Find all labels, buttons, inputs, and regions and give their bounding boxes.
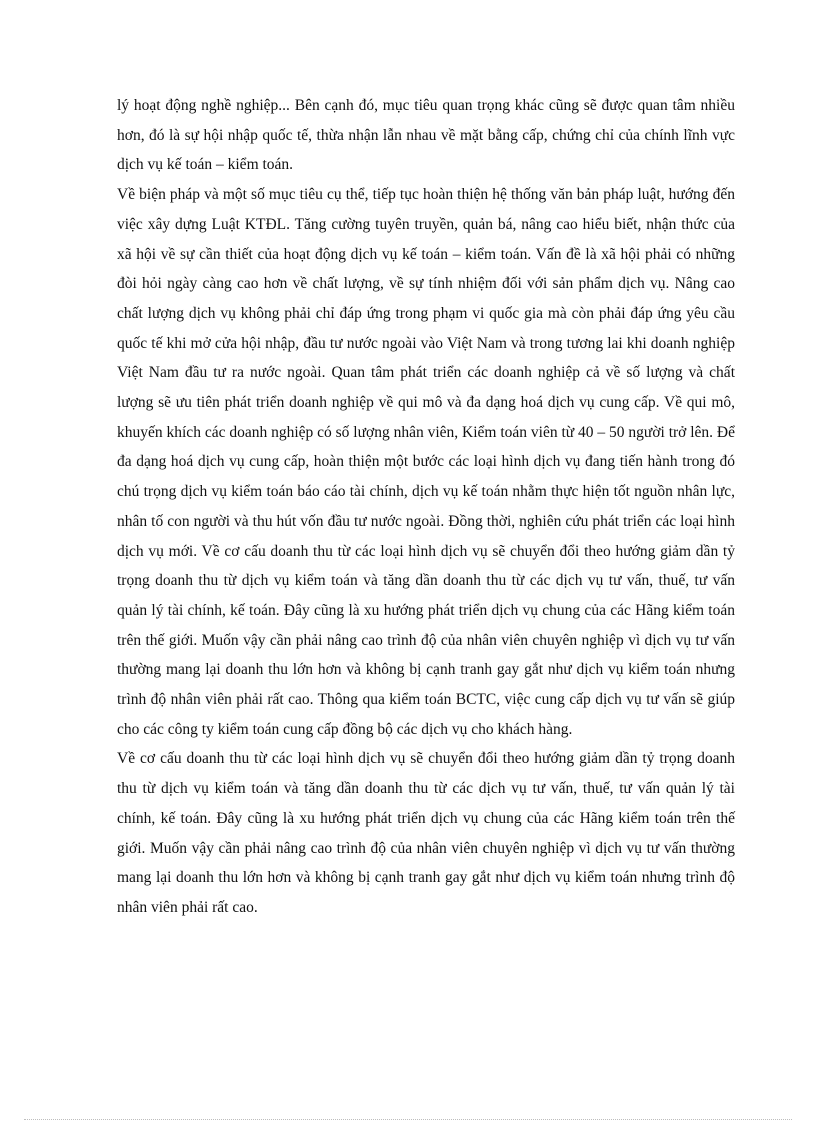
page-bottom-divider xyxy=(24,1119,792,1120)
paragraph-2: Về biện pháp và một số mục tiêu cụ thể, tiếp tục hoàn thiện hệ thống văn bản pháp luật, hướng đến việc xây dựng Luật KTĐL. Tăng cường tuyên truyền, quản bá, nâng cao hiểu biết, nhận thức của xã hội về sự cần thiết của hoạt động dịch vụ kế toán – kiểm toán. Vấn đề là xã hội phải có những đòi hỏi ngày càng cao hơn về chất lượng, về sự tính nhiệm đối với sản phẩm dịch vụ. Nâng cao chất lượng dịch vụ không phải chỉ đáp ứng trong phạm vi quốc gia mà còn phải đáp ứng yêu cầu quốc tế khi mở cửa hội nhập, đầu tư nước ngoài vào Việt Nam và trong tương lai khi doanh nghiệp Việt Nam đầu tư ra nước ngoài. Quan tâm phát triển các doanh nghiệp cả về số lượng và chất lượng sẽ ưu tiên phát triển doanh nghiệp về qui mô và đa dạng hoá dịch vụ cung cấp. Về qui mô, khuyến khích các doanh nghiệp có số lượng nhân viên, Kiểm toán viên từ 40 – 50 người trở lên. Để đa dạng hoá dịch vụ cung cấp, hoàn thiện một bước các loại hình dịch vụ đang tiến hành trong đó chú trọng dịch vụ kiểm toán báo cáo tài chính, dịch vụ kế toán nhằm thực hiện tốt nguồn nhân lực, nhân tố con người và thu hút vốn đầu tư nước ngoài. Đồng thời, nghiên cứu phát triển các loại hình dịch vụ mới. Về cơ cấu doanh thu từ các loại hình dịch vụ sẽ chuyển đổi theo hướng giảm dần tỷ trọng doanh thu từ dịch vụ kiểm toán và tăng dần doanh thu từ các dịch vụ tư vấn, thuế, tư vấn quản lý tài chính, kế toán. Đây cũng là xu hướng phát triển dịch vụ chung của các Hãng kiểm toán trên thế giới. Muốn vậy cần phải nâng cao trình độ của nhân viên chuyên nghiệp vì dịch vụ tư vấn thường mang lại doanh thu lớn hơn và không bị cạnh tranh gay gắt như dịch vụ kiểm toán nhưng trình độ nhân viên phải rất cao. Thông qua kiểm toán BCTC, việc cung cấp dịch vụ tư vấn sẽ giúp cho các công ty kiểm toán cung cấp đồng bộ các dịch vụ cho khách hàng. xyxy=(117,186,735,738)
paragraph-1: lý hoạt động nghề nghiệp... Bên cạnh đó, mục tiêu quan trọng khác cũng sẽ được quan tâm nhiều hơn, đó là sự hội nhập quốc tế, thừa nhận lẫn nhau về mặt bằng cấp, chứng chỉ của chính lĩnh vực dịch vụ kế toán – kiểm toán. xyxy=(117,97,735,174)
body-text xyxy=(117,91,735,923)
paragraph-3: Về cơ cấu doanh thu từ các loại hình dịch vụ sẽ chuyển đổi theo hướng giảm dần tỷ trọng doanh thu từ dịch vụ kiểm toán và tăng dần doanh thu từ các dịch vụ tư vấn, thuế, tư vấn quản lý tài chính, kế toán. Đây cũng là xu hướng phát triển dịch vụ chung của các Hãng kiểm toán trên thế giới. Muốn vậy cần phải nâng cao trình độ của nhân viên chuyên nghiệp vì dịch vụ tư vấn thường mang lại doanh thu lớn hơn và không bị cạnh tranh gay gắt như dịch vụ kiểm toán nhưng trình độ nhân viên phải rất cao. xyxy=(117,750,735,916)
